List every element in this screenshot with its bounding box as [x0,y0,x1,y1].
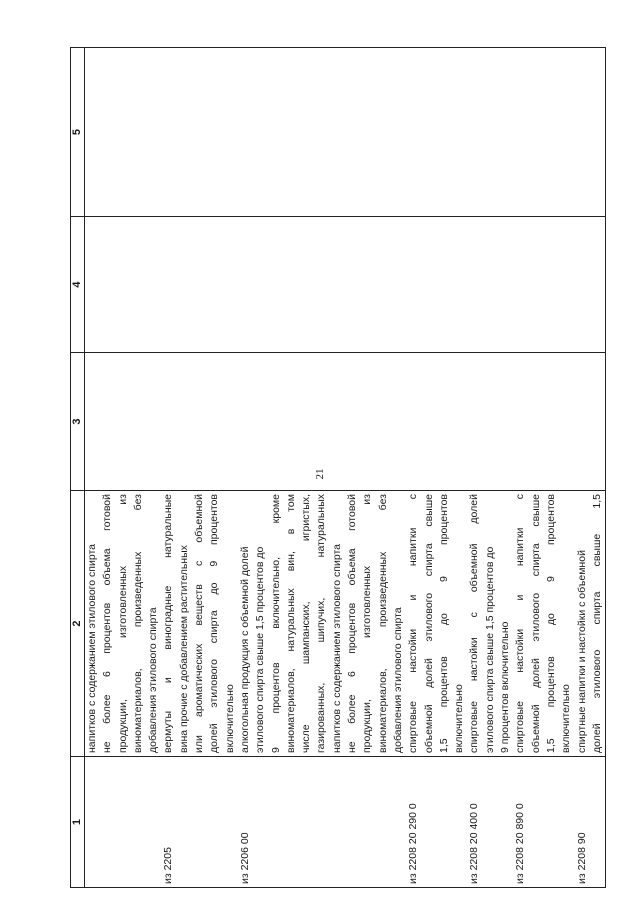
commodity-code: из 2205 [162,847,175,884]
description-line: включительно [223,684,236,753]
code-spacer [483,760,498,884]
code-spacer [207,760,222,884]
description-line: алкогольная продукция с объемной долей [238,546,251,753]
description-line: спиртовые настойки и напитки с [407,494,420,753]
column-header-3: 3 [71,353,85,491]
commodity-code: из 2206 00 [238,832,251,884]
code-spacer [146,760,161,884]
description-line: виноматериалов, натуральных вин, в том [284,494,297,753]
code-spacer [330,760,345,884]
column-header-5: 5 [71,48,85,217]
tariff-table [70,47,606,888]
rotated-table-container [70,48,603,888]
commodity-code: из 2208 20 290 0 [407,803,420,884]
description-line: долей этилового спирта до 9 процентов [208,494,221,753]
column-5-cell [85,48,606,217]
code-spacer [116,760,131,884]
code-spacer [253,760,268,884]
description-line: напитков с содержанием этилового спирта [330,544,343,753]
description-line: не более 6 процентов объема готовой [346,494,359,753]
column-header-2: 2 [71,491,85,757]
description-line: напитков с содержанием этилового спирта [86,544,98,753]
code-spacer [498,760,513,884]
code-spacer [100,760,115,884]
code-spacer [360,760,375,884]
code-spacer [131,760,146,884]
code-spacer [85,760,100,884]
description-line: вермуты и виноградные натуральные [162,494,175,753]
column-header-4: 4 [71,217,85,353]
code-spacer [559,760,574,884]
page-number: 21 [314,468,326,480]
code-spacer [590,760,605,884]
code-spacer [269,760,284,884]
description-column [85,491,606,757]
code-spacer [345,760,360,884]
description-line: включительно [560,684,573,753]
description-line: продукции, изготовленных из [116,494,129,753]
description-line: добавления этилового спирта [391,607,404,753]
commodity-code: из 2208 20 400 0 [468,803,481,884]
description-line: вина прочие с добавлением растительных [177,545,190,753]
description-line: газированных, шипучих, натуральных [315,494,328,753]
code-spacer [529,760,544,884]
code-spacer [223,760,238,884]
code-spacer [299,760,314,884]
description-line: 1,5 процентов до 9 процентов [437,494,450,753]
code-spacer [177,760,192,884]
description-line: объемной долей этилового спирта свыше [422,494,435,753]
code-spacer [422,760,437,884]
description-line: или ароматических веществ с объемной [193,494,206,753]
description-line: 1,5 процентов до 9 процентов [544,494,557,753]
description-line: объемной долей этилового спирта свыше [529,494,542,753]
commodity-code: из 2208 90 [575,832,588,884]
description-line: виноматериалов, произведенных без [131,494,144,753]
code-spacer [452,760,467,884]
header-row [71,48,85,888]
description-line: спиртные напитки и настойки с объемной [575,550,588,753]
description-line: виноматериалов, произведенных без [376,494,389,753]
code-spacer [544,760,559,884]
column-4-cell [85,217,606,353]
description-line: долей этилового спирта свыше 1,5 [590,494,603,753]
content-row [85,48,606,888]
code-spacer [437,760,452,884]
description-line: спиртовые настойки и напитки с [514,494,527,753]
description-line: числе шампанских, игристых, [300,494,313,753]
column-3-cell [85,353,606,491]
description-line: этилового спирта свыше 1,5 процентов до [254,546,267,753]
description-line: этилового спирта свыше 1,5 процентов до [483,546,496,753]
column-header-1: 1 [71,757,85,888]
description-line: добавления этилового спирта [147,607,160,753]
commodity-code: из 2208 20 890 0 [514,803,527,884]
description-line: 9 процентов включительно, кроме [269,494,282,753]
description-line: 9 процентов включительно [499,621,512,753]
description-line: включительно [453,684,466,753]
code-spacer [314,760,329,884]
code-spacer [376,760,391,884]
description-line: продукции, изготовленных из [361,494,374,753]
code-column [85,757,606,888]
description-line: не более 6 процентов объема готовой [101,494,114,753]
code-spacer [192,760,207,884]
description-line: спиртовые настойки с объемной долей [468,494,481,753]
code-spacer [284,760,299,884]
code-spacer [391,760,406,884]
